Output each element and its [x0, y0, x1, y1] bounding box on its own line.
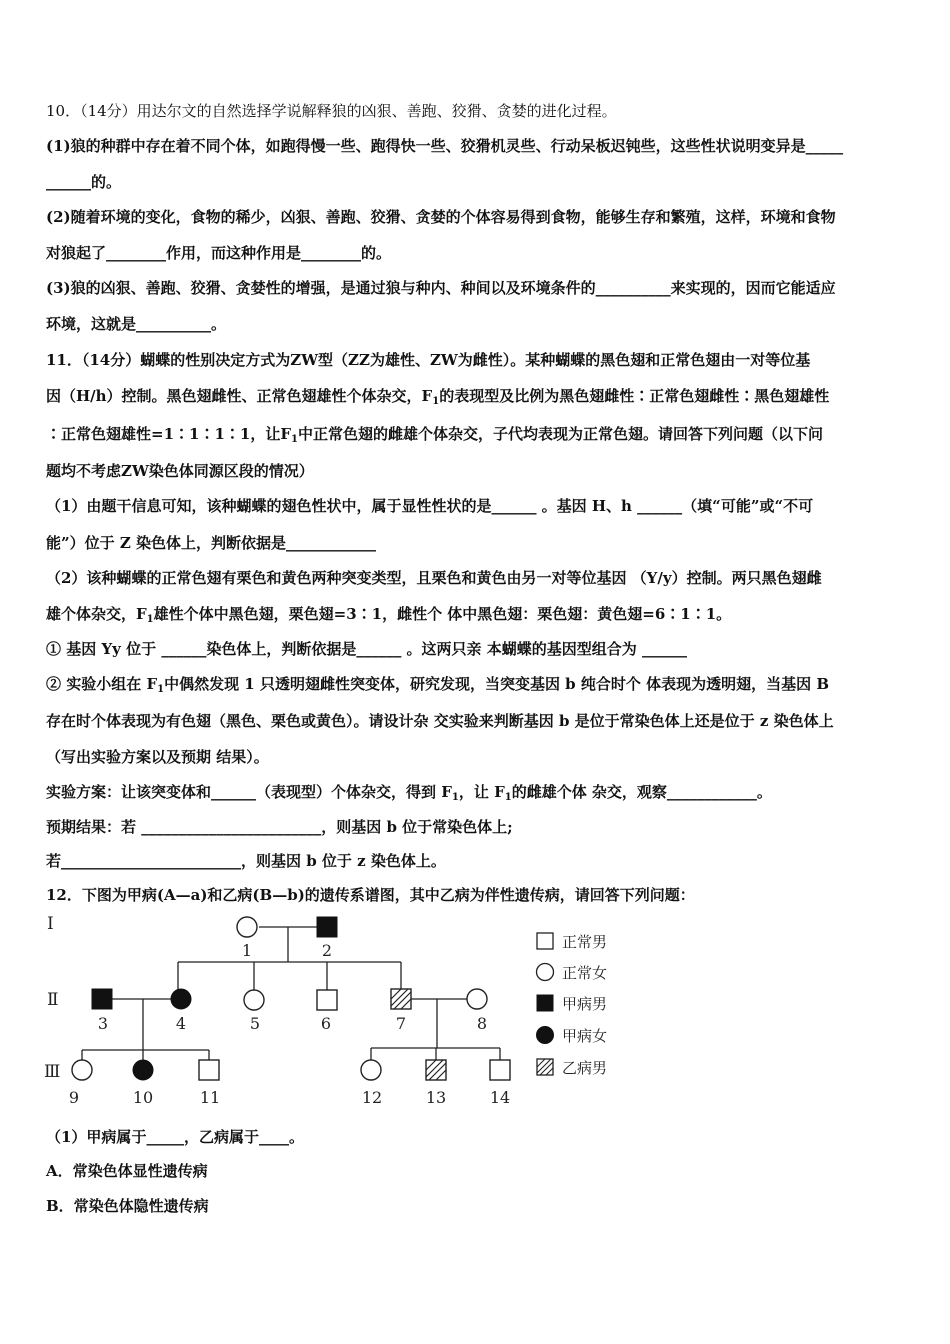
id-label: 13	[425, 1088, 447, 1107]
individual-6	[317, 990, 337, 1010]
id-label: 4	[175, 1014, 187, 1033]
legend-a-female-symbol	[537, 1027, 554, 1044]
id-label: 3	[97, 1014, 109, 1033]
option-b: B．常染色体隐性遗传病	[46, 1197, 209, 1215]
individual-12	[361, 1060, 381, 1080]
individual-13	[426, 1060, 446, 1080]
id-label: 7	[395, 1014, 407, 1033]
generation-label: Ⅲ	[44, 1062, 61, 1082]
id-label: 12	[361, 1088, 383, 1107]
q11-item2-cont: 存在时个体表现为有色翅（黑色、栗色或黄色）。请设计杂 交实验来判断基因 b 是位于常染色体上还是位于 z 染色体上	[46, 712, 834, 730]
legend-label: 甲病女	[562, 1027, 608, 1045]
legend-b-male-symbol	[537, 1059, 553, 1075]
q11-line3: ∶正常色翅雄性=1∶1∶1∶1，让$F_1$中正常色翅的雌雄个体杂交，子代均表现为正常色翅。请回答下列问题（以下问	[46, 425, 823, 445]
pedigree-chart	[40, 905, 680, 1110]
individual-9	[72, 1060, 92, 1080]
q11-plan: 实验方案：让该突变体和______（表现型）个体杂交，得到 $F_1$，让 $F_1$的雌雄个体 杂交，观察____________。	[46, 783, 772, 803]
individual-5	[244, 990, 264, 1010]
legend-label: 乙病男	[562, 1059, 608, 1077]
id-label: 11	[199, 1088, 221, 1107]
individual-3	[92, 989, 112, 1009]
q10-part3: (3)狼的凶狠、善跑、狡猾、贪婪性的增强，是通过狼与种内、种间以及环境条件的__________来实现的，因而它能适应	[46, 279, 836, 297]
generation-label: Ⅱ	[47, 990, 59, 1010]
legend-a-male-symbol	[537, 995, 553, 1011]
q11-line4: 题均不考虑ZW染色体同源区段的情况）	[46, 462, 314, 480]
q11-title: 11．（14分）蝴蝶的性别决定方式为ZW型（ZZ为雄性、ZW为雌性）。某种蝴蝶的黑色翅和正常色翅由一对等位基	[46, 351, 811, 369]
q10-part3-cont: 环境，这就是__________。	[46, 315, 227, 333]
individual-1	[237, 917, 257, 937]
q11-part2-cont: 雄个体杂交，$F_1$雄性个体中黑色翅，栗色翅=3∶1，雌性个 体中黑色翅：栗色翅：黄色翅=6∶1∶1。	[46, 605, 732, 625]
q11-part1: （1）由题干信息可知，该种蝴蝶的翅色性状中，属于显性性状的是______ 。基因 H、h ______（填“可能”或“不可	[46, 497, 814, 515]
individual-11	[199, 1060, 219, 1080]
q11-part2: （2）该种蝴蝶的正常色翅有栗色和黄色两种突变类型，且栗色和黄色由另一对等位基因 （Y/y）控制。两只黑色翅雌	[46, 569, 822, 587]
id-label: 8	[476, 1014, 488, 1033]
legend-label: 正常女	[562, 964, 608, 982]
id-label: 2	[321, 941, 333, 960]
individual-7	[391, 989, 411, 1009]
legend	[537, 933, 608, 1077]
q11-result2: 若________________________，则基因 b 位于 z 染色体上。	[46, 852, 446, 870]
q12-part1: （1）甲病属于_____，乙病属于____。	[46, 1128, 304, 1146]
q11-item2: ② 实验小组在 $F_1$中偶然发现 1 只透明翅雌性突变体，研究发现，当突变基因 b 纯合时个 体表现为透明翅，当基因 B	[46, 675, 830, 695]
id-label: 5	[249, 1014, 261, 1033]
id-label: 9	[68, 1088, 80, 1107]
q10-part1-cont: ______的。	[46, 173, 122, 191]
option-a: A．常染色体显性遗传病	[46, 1162, 208, 1180]
id-label: 6	[320, 1014, 332, 1033]
q10-part1: (1)狼的种群中存在着不同个体，如跑得慢一些、跑得快一些、狡猾机灵些、行动呆板迟钝些，这些性状说明变异是_____	[46, 137, 844, 155]
individual-2	[317, 917, 337, 937]
q11-item1: ① 基因 Yy 位于 ______染色体上，判断依据是______ 。这两只亲 本蝴蝶的基因型组合为 ______	[46, 640, 687, 658]
legend-label: 正常男	[562, 933, 608, 951]
legend-label: 甲病男	[562, 995, 608, 1013]
individual-4	[171, 989, 191, 1009]
q10-part2: (2)随着环境的变化，食物的稀少，凶狠、善跑、狡猾、贪婪的个体容易得到食物，能够生存和繁殖，这样，环境和食物	[46, 208, 836, 226]
q11-item2-cont2: （写出实验方案以及预期 结果）。	[46, 748, 269, 766]
q11-line2: 因（H/h）控制。黑色翅雌性、正常色翅雄性个体杂交，$F_1$的表现型及比例为黑色翅雌性∶正常色翅雌性∶黑色翅雄性	[46, 387, 830, 407]
legend-normal-male-symbol	[537, 933, 553, 949]
id-label: 10	[132, 1088, 154, 1107]
legend-normal-female-symbol	[537, 964, 554, 981]
id-label: 14	[489, 1088, 511, 1107]
q10-title: 10．（14分）用达尔文的自然选择学说解释狼的凶狠、善跑、狡猾、贪婪的进化过程。	[46, 102, 617, 120]
generation-label: Ⅰ	[47, 914, 54, 934]
q11-part1-cont: 能”）位于 Z 染色体上，判断依据是____________	[46, 534, 377, 552]
individual-8	[467, 989, 487, 1009]
id-label: 1	[241, 941, 253, 960]
q10-part2-cont: 对狼起了________作用，而这种作用是________的。	[46, 244, 392, 262]
individual-10	[133, 1060, 153, 1080]
individual-14	[490, 1060, 510, 1080]
q12-title: 12．下图为甲病(A—a)和乙病(B—b)的遗传系谱图，其中乙病为伴性遗传病，请回答下列问题：	[46, 886, 695, 904]
q11-result1: 预期结果：若 ________________________，则基因 b 位于常染色体上;	[46, 818, 513, 836]
